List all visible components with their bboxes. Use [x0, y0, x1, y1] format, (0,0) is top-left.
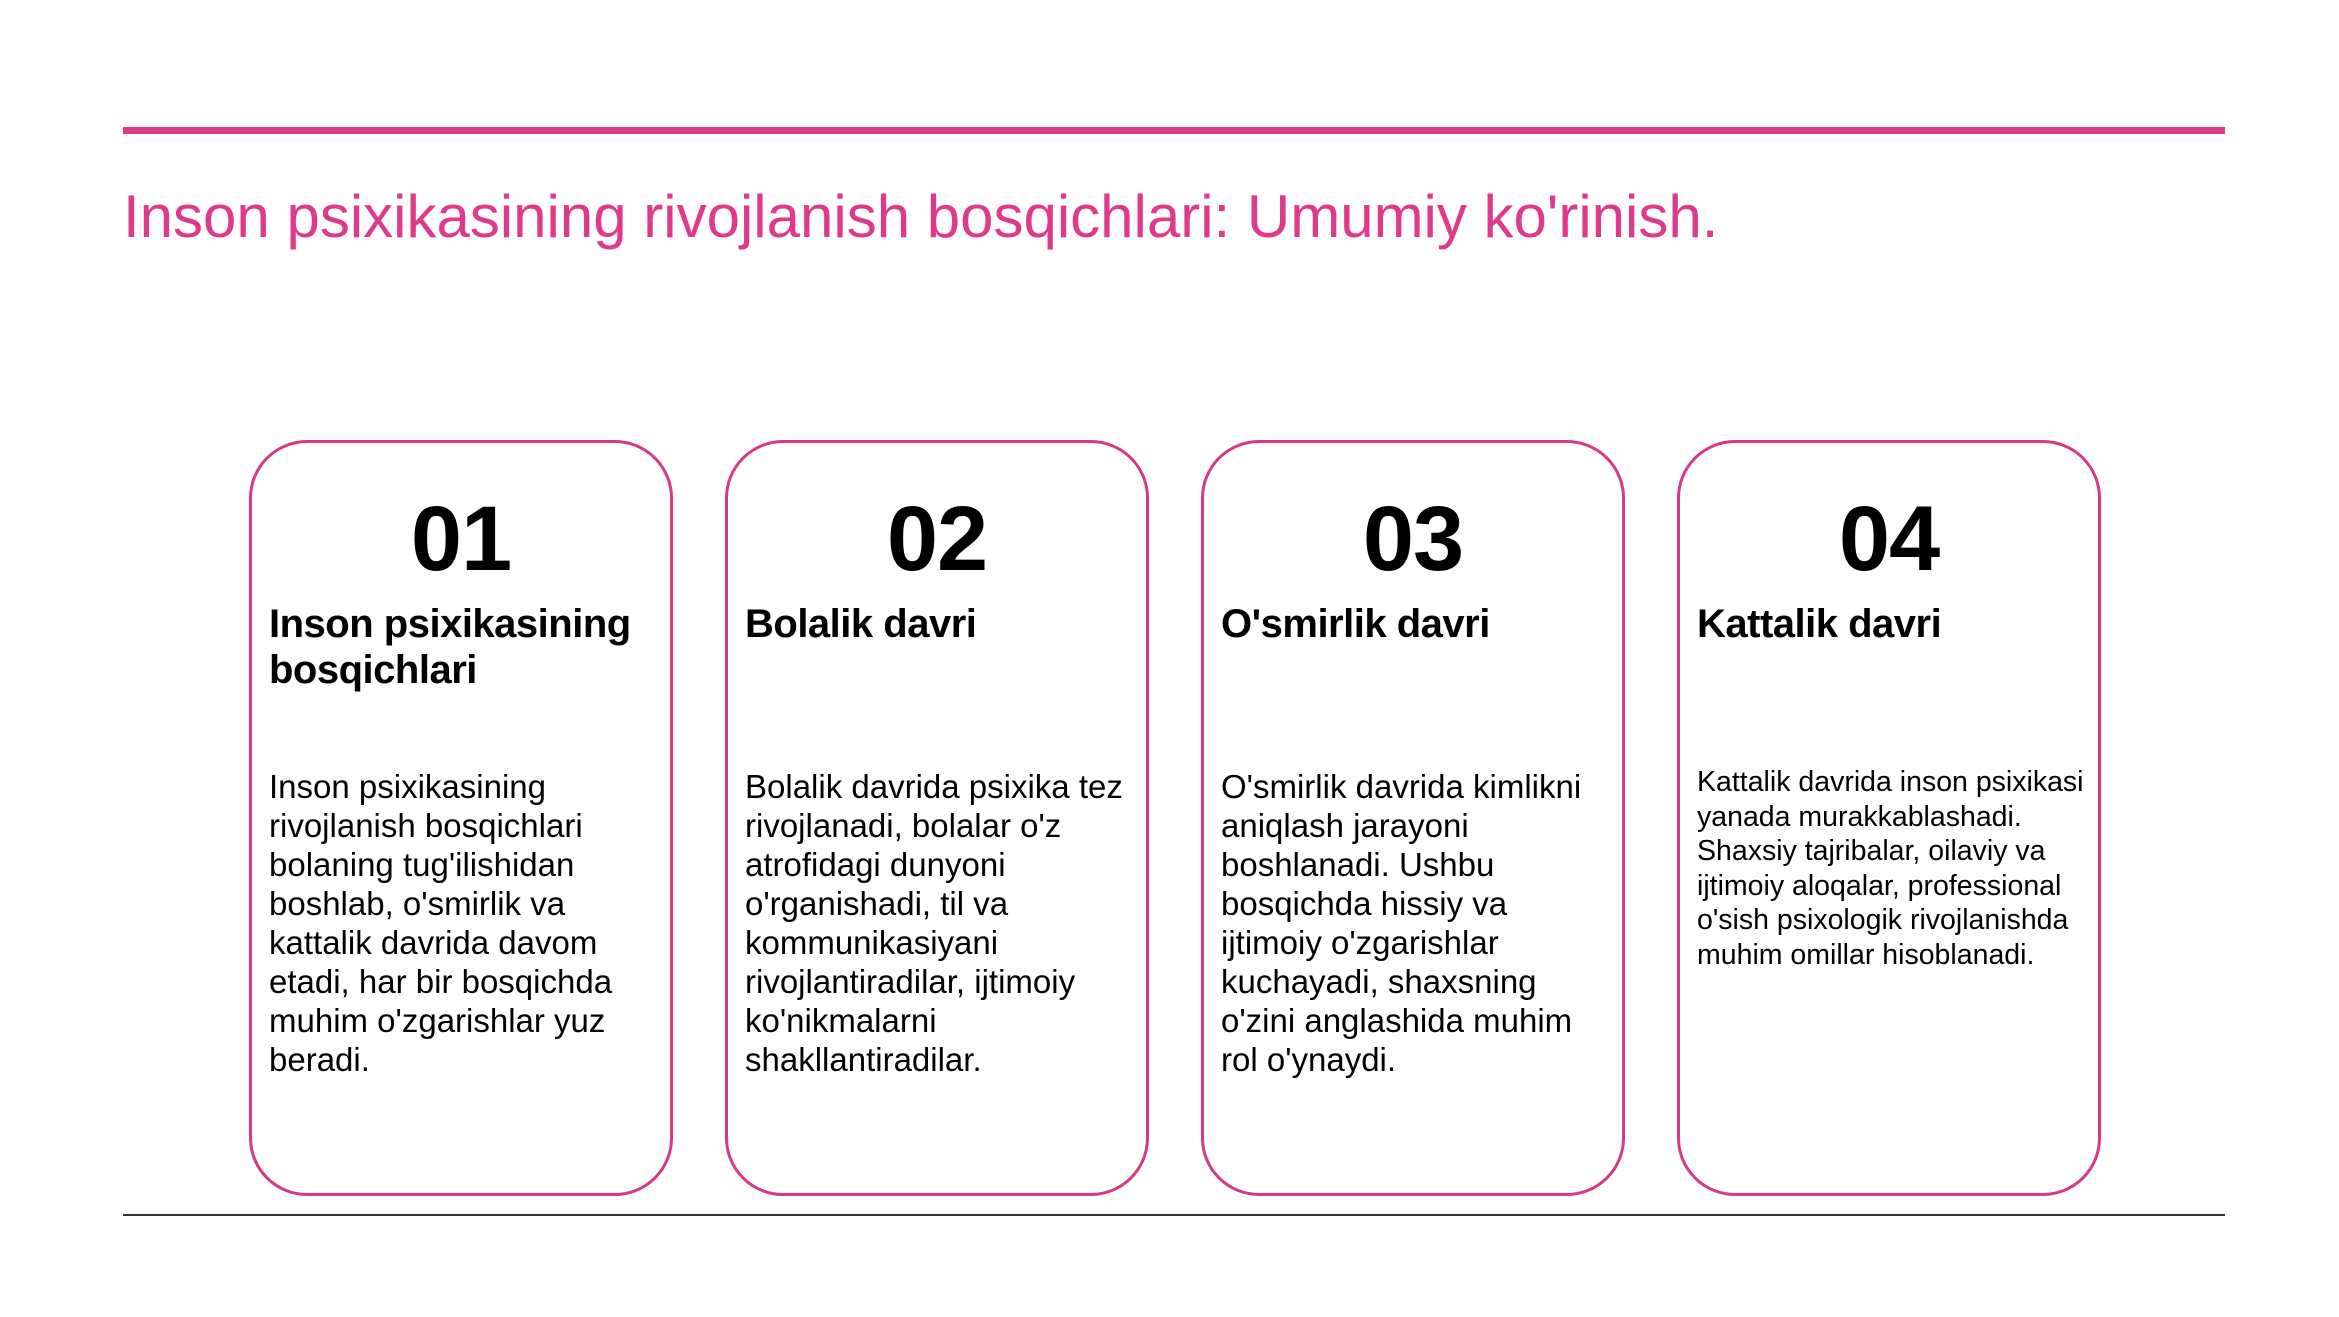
stage-heading: Bolalik davri: [745, 602, 977, 646]
stage-card-01: [249, 440, 673, 1196]
stage-heading: O'smirlik davri: [1221, 602, 1490, 646]
slide-title: Inson psixikasining rivojlanish bosqichlari: Umumiy ko'rinish.: [123, 183, 1719, 250]
stage-number: 01: [410, 488, 512, 590]
stage-card-04: [1677, 440, 2101, 1196]
stage-description: Kattalik davrida inson psixikasi yanada murakkablashadi. Shaxsiy tajribalar, oilaviy va ijtimoiy aloqalar, professional o'sish psixologik rivojlanishda muhim omillar hisoblanadi.: [1697, 766, 2084, 971]
stage-card-02: [725, 440, 1149, 1196]
stage-description: Inson psixikasining rivojlanish bosqichlari bolaning tug'ilishidan boshlab, o'smirlik va kattalik davrida davom etadi, har bir bosqichda muhim o'zgarishlar yuz beradi.: [269, 768, 613, 1078]
stage-description: O'smirlik davrida kimlikni aniqlash jarayoni boshlanadi. Ushbu bosqichda hissiy va ijtimoiy o'zgarishlar kuchayadi, shaxsning o'zini anglashida muhim rol o'ynaydi.: [1221, 768, 1582, 1078]
stage-card-03: [1201, 440, 1625, 1196]
stage-number: 03: [1362, 488, 1464, 590]
bottom-divider: [123, 1214, 2225, 1216]
stage-description: Bolalik davrida psixika tez rivojlanadi, bolalar o'z atrofidagi dunyoni o'rganishadi, til va kommunikasiyani rivojlantiradilar, ijtimoiy ko'nikmalarni shakllantiradilar.: [745, 768, 1123, 1078]
stage-number: 02: [886, 488, 988, 590]
stage-cards: [249, 440, 2099, 1200]
stage-heading: Inson psixikasining bosqichlari: [269, 602, 631, 692]
stage-heading: Kattalik davri: [1697, 602, 1942, 646]
stage-number: 04: [1838, 488, 1940, 590]
top-accent-rule: [123, 127, 2225, 134]
